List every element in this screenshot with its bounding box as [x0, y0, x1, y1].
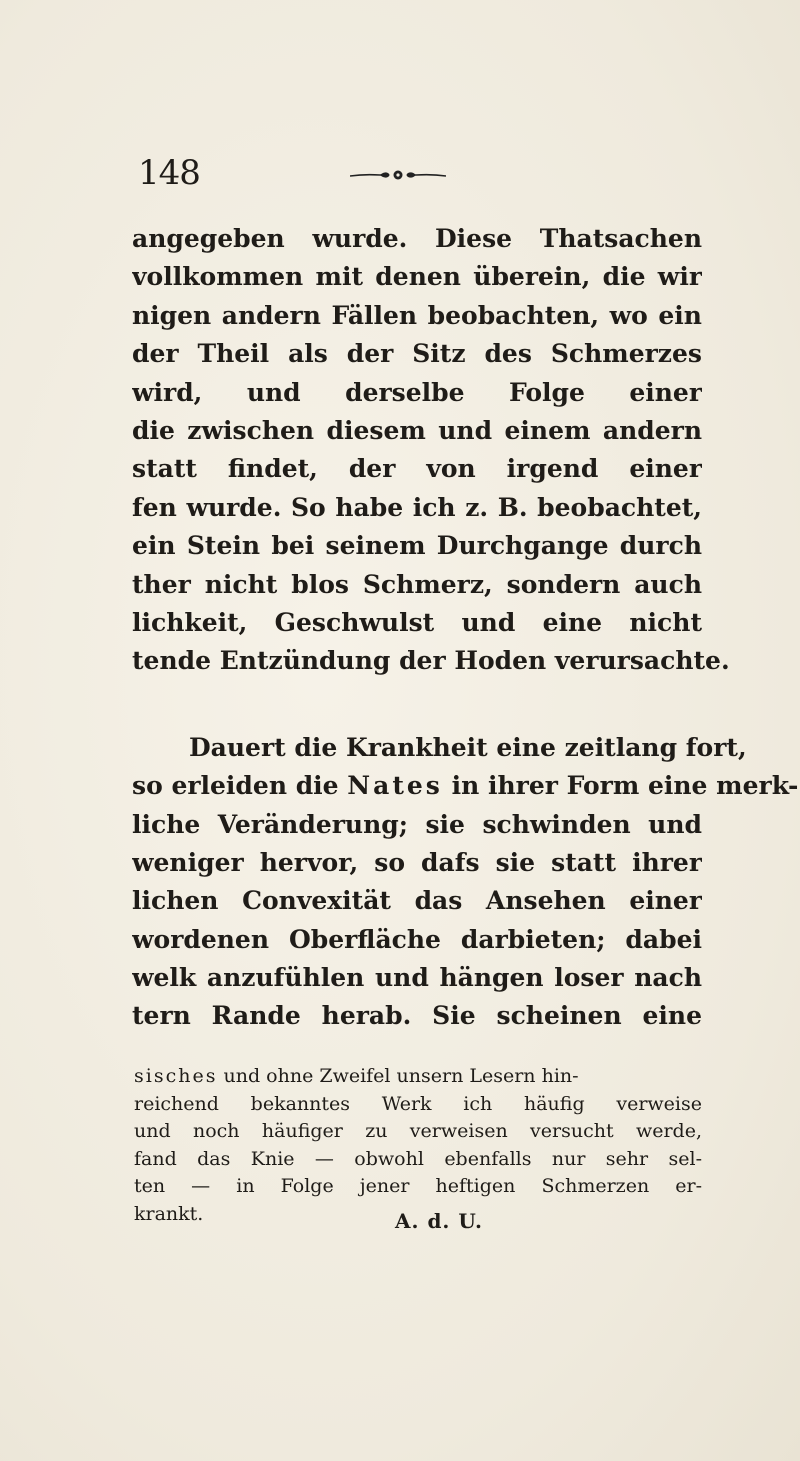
text-line: tende Entzündung der Hoden verursachte.: [132, 646, 730, 676]
text-line: nigen andern Fällen beobachten, wo ein: [132, 300, 702, 330]
text-line: fen wurde. So habe ich z. B. beobachtet,: [132, 492, 702, 522]
text-line: der Theil als der Sitz des Schmerzes: [132, 339, 702, 369]
text-line: vollkommen mit denen überein, die wir: [132, 262, 702, 292]
emphasized-term: Nates: [347, 771, 443, 801]
text-line: statt findet, der von irgend einer: [132, 454, 702, 484]
text-line: [132, 767, 799, 805]
footnote: [134, 1063, 702, 1228]
text-fragment: und ohne Zweifel unsern Lesern hin-: [217, 1065, 579, 1087]
text-line: angegeben wurde. Diese Thatsachen: [132, 224, 702, 253]
text-fragment: in ihrer Form eine merk-: [442, 771, 799, 801]
footnote-line: und noch häufiger zu verweisen versucht werde,: [134, 1120, 702, 1142]
main-text: [132, 220, 799, 1036]
footnote-line: ten — in Folge jener heftigen Schmerzen er-: [134, 1175, 702, 1197]
text-line: wird, und derselbe Folge einer: [132, 377, 702, 407]
text-line: die zwischen diesem und einem andern: [132, 415, 702, 445]
text-line: weniger hervor, so dafs sie statt ihrer: [132, 847, 702, 877]
text-line: liche Veränderung; sie schwinden und: [132, 809, 702, 839]
text-line: Dauert die Krankheit eine zeitlang fort,: [189, 732, 747, 762]
emphasized-term: sisches: [134, 1065, 218, 1087]
footnote-line: reichend bekanntes Werk ich häufig verweise: [134, 1092, 702, 1115]
ornament-icon: [350, 169, 446, 181]
page-number: 148: [138, 153, 200, 193]
text-line: tern Rande herab. Sie scheinen eine: [132, 1001, 702, 1031]
footnote-line: fand das Knie — obwohl ebenfalls nur sehr sel-: [134, 1147, 702, 1170]
text-line: ther nicht blos Schmerz, sondern auch: [132, 569, 702, 599]
text-line: lichkeit, Geschwulst und eine nicht: [132, 607, 702, 637]
text-line: wordenen Oberfläche darbieten; dabei: [132, 924, 702, 954]
text-line: lichen Convexität das Ansehen einer: [132, 886, 702, 916]
text-fragment: so erleiden die: [132, 771, 348, 801]
footnote-signature: A. d. U.: [395, 1209, 483, 1233]
text-line: welk anzufühlen und hängen loser nach: [132, 963, 702, 993]
text-line: ein Stein bei seinem Durchgange durch: [132, 531, 702, 561]
page-header: [138, 153, 698, 193]
footnote-line: [134, 1063, 702, 1091]
footnote-line: krankt.: [134, 1202, 204, 1225]
